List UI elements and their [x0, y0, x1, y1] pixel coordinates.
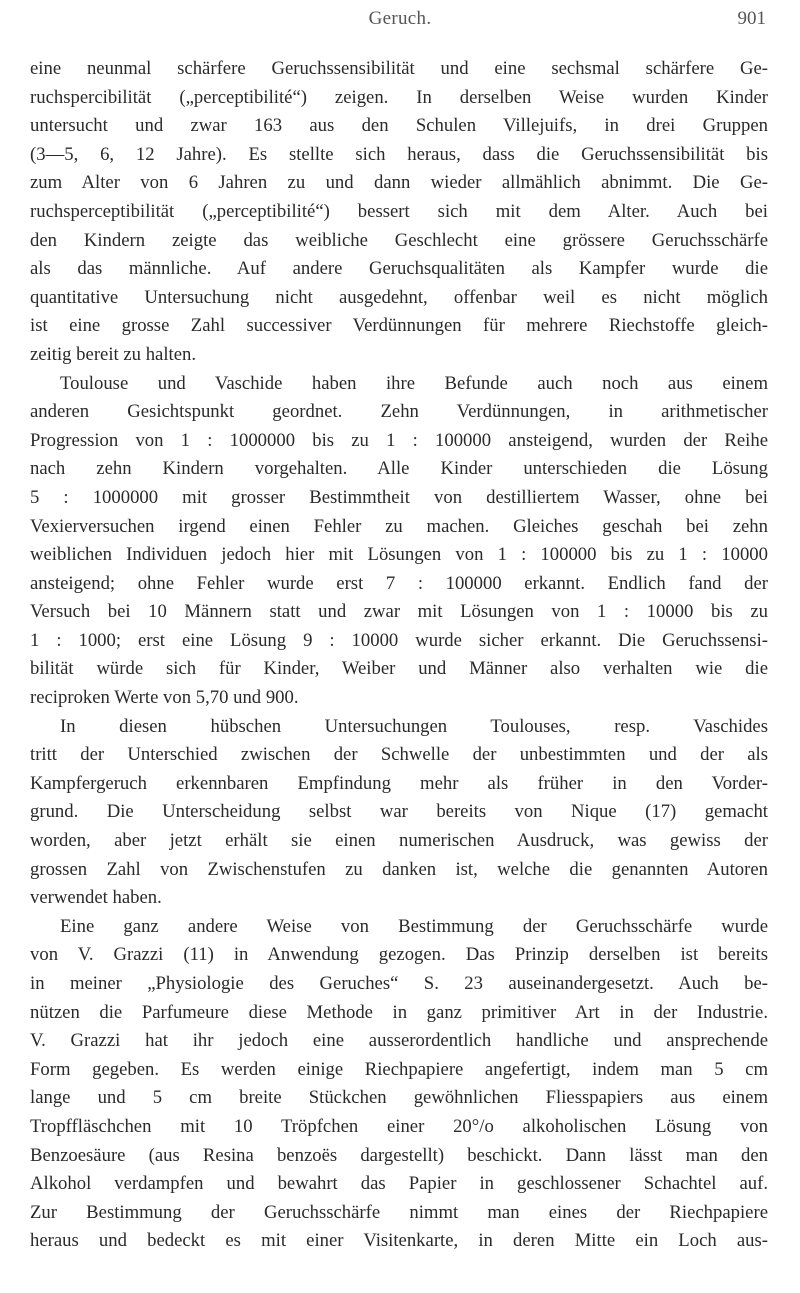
text-line: zum Alter von 6 Jahren zu und dann wieder allmählich abnimmt. Die Ge- — [30, 172, 768, 194]
page-number: 901 — [737, 8, 766, 29]
text-line: ruchsperceptibilität („perceptibilité“) bessert sich mit dem Alter. Auch bei — [30, 200, 768, 222]
text-line: quantitative Untersuchung nicht ausgedehnt, offenbar weil es nicht möglich — [30, 286, 768, 308]
text-line: in meiner „Physiologie des Geruches“ S. 23 auseinandergesetzt. Auch be- — [30, 973, 768, 994]
text-line: Form gegeben. Es werden einige Riechpapiere angefertigt, indem man 5 cm — [30, 1058, 768, 1080]
text-line: ruchspercibilität („perceptibilité“) zeigen. In derselben Weise wurden Kinder — [30, 86, 768, 108]
text-line: bilität würde sich für Kinder, Weiber und Männer also verhalten wie die — [30, 658, 768, 680]
text-line: heraus und bedeckt es mit einer Visitenkarte, in deren Mitte ein Loch aus- — [30, 1230, 768, 1252]
text-line: tritt der Unterschied zwischen der Schwelle der unbestimmten und der als — [30, 744, 768, 766]
text-line: eine neunmal schärfere Geruchssensibilität und eine sechsmal schärfere Ge- — [30, 58, 768, 79]
text-line: Kampfergeruch erkennbaren Empfindung mehr als früher in den Vorder- — [30, 772, 768, 794]
text-line: V. Grazzi hat ihr jedoch eine ausserordentlich handliche und ansprechende — [30, 1030, 768, 1052]
text-line: Zur Bestimmung der Geruchsschärfe nimmt man eines der Riechpapiere — [30, 1201, 768, 1223]
running-header — [0, 8, 800, 38]
text-line: (3—5, 6, 12 Jahre). Es stellte sich heraus, dass die Geruchssensibilität bis — [30, 143, 768, 165]
text-line: worden, aber jetzt erhält sie einen numerischen Ausdruck, was gewiss der — [30, 830, 768, 852]
text-line: verwendet haben. — [30, 887, 162, 909]
text-line: Benzoesäure (aus Resina benzoës dargestellt) beschickt. Dann lässt man den — [30, 1144, 768, 1166]
text-line: lange und 5 cm breite Stückchen gewöhnlichen Fliesspapiers aus einem — [30, 1087, 768, 1109]
text-line: In diesen hübschen Untersuchungen Toulouses, resp. Vaschides — [60, 715, 768, 737]
text-line: Eine ganz andere Weise von Bestimmung der Geruchsschärfe wurde — [60, 915, 768, 937]
text-line: nach zehn Kindern vorgehalten. Alle Kinder unterschieden die Lösung — [30, 458, 768, 480]
text-line: Versuch bei 10 Männern statt und zwar mit Lösungen von 1 : 10000 bis zu — [30, 601, 768, 623]
text-line: Toulouse und Vaschide haben ihre Befunde auch noch aus einem — [60, 372, 768, 394]
text-line: Progression von 1 : 1000000 bis zu 1 : 100000 ansteigend, wurden der Reihe — [30, 429, 768, 451]
text-line: nützen die Parfumeure diese Methode in ganz primitiver Art in der Industrie. — [30, 1001, 768, 1023]
text-line: weiblichen Individuen jedoch hier mit Lösungen von 1 : 100000 bis zu 1 : 10000 — [30, 544, 768, 566]
text-line: den Kindern zeigte das weibliche Geschlecht eine grössere Geruchsschärfe — [30, 229, 768, 251]
body-text — [30, 55, 768, 1256]
text-line: ist eine grosse Zahl successiver Verdünnungen für mehrere Riechstoffe gleich- — [30, 315, 768, 337]
text-line: Tropffläschchen mit 10 Tröpfchen einer 20°/o alkoholischen Lösung von — [30, 1115, 768, 1137]
text-line: zeitig bereit zu halten. — [30, 343, 197, 365]
text-line: 1 : 1000; erst eine Lösung 9 : 10000 wurde sicher erkannt. Die Geruchssensi- — [30, 629, 768, 651]
text-line: als das männliche. Auf andere Geruchsqualitäten als Kampfer wurde die — [30, 258, 768, 280]
text-line: untersucht und zwar 163 aus den Schulen Villejuifs, in drei Gruppen — [30, 115, 768, 137]
text-line: Vexierversuchen irgend einen Fehler zu machen. Gleiches geschah bei zehn — [30, 515, 768, 537]
text-line: grund. Die Unterscheidung selbst war bereits von Nique (17) gemacht — [30, 801, 768, 823]
text-line: anderen Gesichtspunkt geordnet. Zehn Verdünnungen, in arithmetischer — [30, 401, 768, 423]
text-line: ansteigend; ohne Fehler wurde erst 7 : 100000 erkannt. Endlich fand der — [30, 572, 768, 594]
text-line: 5 : 1000000 mit grosser Bestimmtheit von destilliertem Wasser, ohne bei — [30, 486, 768, 508]
text-line: reciproken Werte von 5,70 und 900. — [30, 687, 299, 709]
text-line: von V. Grazzi (11) in Anwendung gezogen. Das Prinzip derselben ist bereits — [30, 944, 768, 966]
text-line: Alkohol verdampfen und bewahrt das Papier in geschlossener Schachtel auf. — [30, 1173, 768, 1195]
running-head-title: Geruch. — [368, 8, 432, 29]
text-line: grossen Zahl von Zwischenstufen zu danken ist, welche die genannten Autoren — [30, 858, 768, 880]
